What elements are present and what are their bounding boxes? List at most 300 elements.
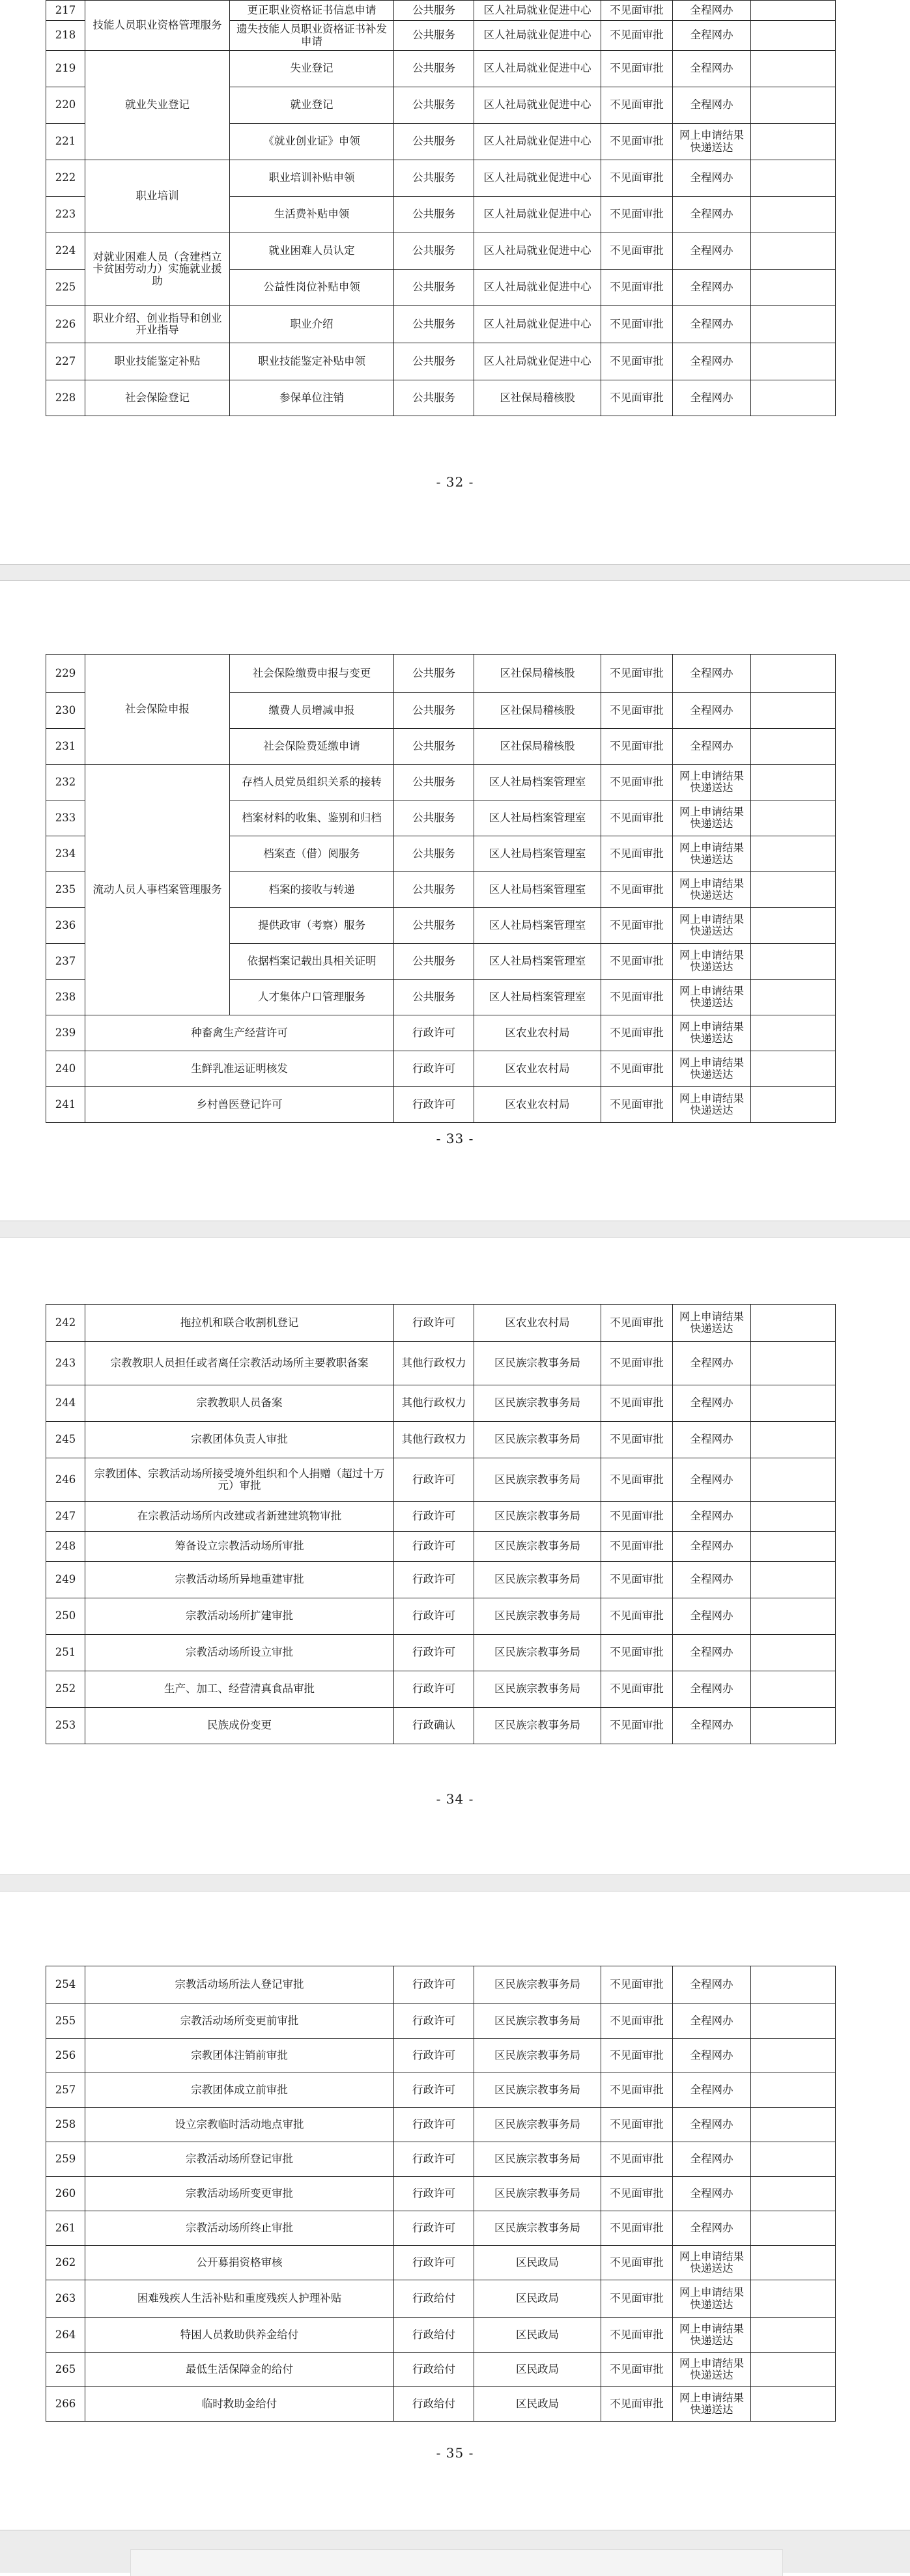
department: 区民政局 (474, 2280, 601, 2318)
row-number: 254 (46, 1966, 85, 2004)
table-row (46, 160, 836, 197)
service-type: 行政许可 (394, 1532, 474, 1562)
approval-mode: 不见面审批 (601, 2142, 673, 2177)
row-number: 242 (46, 1305, 85, 1342)
item-name: 特困人员救助供养金给付 (85, 2318, 394, 2353)
item-name: 生产、加工、经营清真食品审批 (85, 1671, 394, 1708)
table-row (46, 2280, 836, 2318)
table-row (46, 343, 836, 380)
service-type: 公共服务 (394, 944, 474, 980)
process-mode: 全程网办 (673, 306, 751, 343)
approval-mode: 不见面审批 (601, 197, 673, 233)
process-mode: 网上申请结果快递送达 (673, 2353, 751, 2387)
blank-cell (751, 87, 836, 124)
process-mode: 全程网办 (673, 87, 751, 124)
department: 区社保局稽核股 (474, 655, 601, 693)
department: 区民族宗教事务局 (474, 1502, 601, 1532)
row-number: 259 (46, 2142, 85, 2177)
process-mode: 全程网办 (673, 233, 751, 270)
table-row (46, 1532, 836, 1562)
department: 区社保局稽核股 (474, 693, 601, 729)
blank-cell (751, 1532, 836, 1562)
approval-mode: 不见面审批 (601, 980, 673, 1015)
sub-item: 人才集体户口管理服务 (230, 980, 394, 1015)
approval-mode: 不见面审批 (601, 1458, 673, 1502)
department: 区民族宗教事务局 (474, 1671, 601, 1708)
blank-cell (751, 343, 836, 380)
sub-item: 档案材料的收集、鉴别和归档 (230, 800, 394, 836)
approval-mode: 不见面审批 (601, 2004, 673, 2039)
blank-cell (751, 1342, 836, 1385)
service-type: 行政许可 (394, 1458, 474, 1502)
department: 区民族宗教事务局 (474, 1532, 601, 1562)
blank-cell (751, 2142, 836, 2177)
process-mode: 全程网办 (673, 1422, 751, 1458)
table-row (46, 1502, 836, 1532)
process-mode: 全程网办 (673, 2073, 751, 2108)
approval-mode: 不见面审批 (601, 765, 673, 800)
department: 区农业农村局 (474, 1015, 601, 1051)
process-mode: 网上申请结果快递送达 (673, 944, 751, 980)
table-row (46, 1051, 836, 1087)
service-type: 行政许可 (394, 2108, 474, 2142)
service-type: 行政许可 (394, 2142, 474, 2177)
row-number: 261 (46, 2211, 85, 2246)
row-number: 248 (46, 1532, 85, 1562)
item-name: 设立宗教临时活动地点审批 (85, 2108, 394, 2142)
approval-mode: 不见面审批 (601, 872, 673, 908)
table-row (46, 1422, 836, 1458)
row-number: 241 (46, 1087, 85, 1123)
row-number: 231 (46, 729, 85, 765)
approval-mode: 不见面审批 (601, 1532, 673, 1562)
row-number: 263 (46, 2280, 85, 2318)
row-number: 237 (46, 944, 85, 980)
row-number: 238 (46, 980, 85, 1015)
service-type: 行政许可 (394, 1051, 474, 1087)
item-name: 技能人员职业资格管理服务 (85, 1, 230, 51)
table-row (46, 2108, 836, 2142)
approval-mode: 不见面审批 (601, 2211, 673, 2246)
service-type: 公共服务 (394, 380, 474, 416)
service-type: 公共服务 (394, 872, 474, 908)
service-type: 公共服务 (394, 343, 474, 380)
blank-cell (751, 655, 836, 693)
approval-mode: 不见面审批 (601, 2387, 673, 2422)
department: 区人社局档案管理室 (474, 836, 601, 872)
department: 区人社局档案管理室 (474, 872, 601, 908)
process-mode: 全程网办 (673, 197, 751, 233)
process-mode: 全程网办 (673, 2211, 751, 2246)
department: 区民族宗教事务局 (474, 1385, 601, 1422)
process-mode: 全程网办 (673, 51, 751, 87)
service-type: 公共服务 (394, 1, 474, 21)
blank-cell (751, 2039, 836, 2073)
item-name: 筹备设立宗教活动场所审批 (85, 1532, 394, 1562)
service-type: 行政许可 (394, 2211, 474, 2246)
blank-cell (751, 270, 836, 306)
blank-cell (751, 2177, 836, 2211)
department: 区农业农村局 (474, 1305, 601, 1342)
approval-mode: 不见面审批 (601, 87, 673, 124)
table-row (46, 1966, 836, 2004)
process-mode: 全程网办 (673, 1635, 751, 1671)
approval-mode: 不见面审批 (601, 1051, 673, 1087)
blank-cell (751, 160, 836, 197)
process-mode: 网上申请结果快递送达 (673, 2318, 751, 2353)
approval-mode: 不见面审批 (601, 836, 673, 872)
table-row (46, 1342, 836, 1385)
approval-mode: 不见面审批 (601, 21, 673, 51)
blank-cell (751, 2387, 836, 2422)
item-name: 在宗教活动场所内改建或者新建建筑物审批 (85, 1502, 394, 1532)
department: 区人社局就业促进中心 (474, 306, 601, 343)
blank-cell (751, 765, 836, 800)
department: 区人社局就业促进中心 (474, 270, 601, 306)
service-type: 行政给付 (394, 2353, 474, 2387)
department: 区民族宗教事务局 (474, 2177, 601, 2211)
item-name: 职业技能鉴定补贴 (85, 343, 230, 380)
process-mode: 全程网办 (673, 21, 751, 51)
sub-item: 生活费补贴申领 (230, 197, 394, 233)
service-type: 公共服务 (394, 306, 474, 343)
item-name: 社会保险申报 (85, 655, 230, 765)
row-number: 247 (46, 1502, 85, 1532)
service-type: 其他行政权力 (394, 1385, 474, 1422)
row-number: 246 (46, 1458, 85, 1502)
row-number: 222 (46, 160, 85, 197)
approval-mode: 不见面审批 (601, 343, 673, 380)
department: 区民族宗教事务局 (474, 1598, 601, 1635)
blank-cell (751, 1598, 836, 1635)
row-number: 244 (46, 1385, 85, 1422)
approval-mode: 不见面审批 (601, 2318, 673, 2353)
blank-cell (751, 980, 836, 1015)
blank-cell (751, 21, 836, 51)
item-name: 宗教活动场所变更前审批 (85, 2004, 394, 2039)
item-name: 就业失业登记 (85, 51, 230, 160)
process-mode: 全程网办 (673, 1708, 751, 1744)
sub-item: 失业登记 (230, 51, 394, 87)
department: 区民政局 (474, 2246, 601, 2280)
service-type: 行政许可 (394, 1087, 474, 1123)
service-type: 行政许可 (394, 1562, 474, 1598)
row-number: 228 (46, 380, 85, 416)
blank-cell (751, 1305, 836, 1342)
row-number: 265 (46, 2353, 85, 2387)
item-name: 宗教活动场所法人登记审批 (85, 1966, 394, 2004)
service-type: 公共服务 (394, 980, 474, 1015)
page-number: - 33 - (436, 1131, 474, 1146)
sub-item: 提供政审（考察）服务 (230, 908, 394, 944)
table-row (46, 1385, 836, 1422)
approval-mode: 不见面审批 (601, 1385, 673, 1422)
service-table-page-35 (46, 1966, 836, 2422)
service-type: 行政许可 (394, 1671, 474, 1708)
table-row (46, 2004, 836, 2039)
process-mode: 全程网办 (673, 2108, 751, 2142)
department: 区民政局 (474, 2318, 601, 2353)
service-type: 公共服务 (394, 160, 474, 197)
row-number: 250 (46, 1598, 85, 1635)
service-type: 公共服务 (394, 800, 474, 836)
department: 区人社局档案管理室 (474, 908, 601, 944)
department: 区民族宗教事务局 (474, 1422, 601, 1458)
service-table-page-34 (46, 1304, 836, 1744)
approval-mode: 不见面审批 (601, 124, 673, 160)
approval-mode: 不见面审批 (601, 2039, 673, 2073)
service-type: 行政确认 (394, 1708, 474, 1744)
table-row (46, 2177, 836, 2211)
item-name: 宗教团体负责人审批 (85, 1422, 394, 1458)
approval-mode: 不见面审批 (601, 160, 673, 197)
row-number: 218 (46, 21, 85, 51)
table-row (46, 1708, 836, 1744)
department: 区人社局就业促进中心 (474, 124, 601, 160)
blank-cell (751, 2004, 836, 2039)
item-name: 宗教团体成立前审批 (85, 2073, 394, 2108)
approval-mode: 不见面审批 (601, 908, 673, 944)
blank-cell (751, 2108, 836, 2142)
process-mode: 网上申请结果快递送达 (673, 1015, 751, 1051)
row-number: 245 (46, 1422, 85, 1458)
service-type: 公共服务 (394, 693, 474, 729)
department: 区农业农村局 (474, 1087, 601, 1123)
sub-item: 就业登记 (230, 87, 394, 124)
approval-mode: 不见面审批 (601, 1708, 673, 1744)
table-row (46, 1305, 836, 1342)
department: 区人社局就业促进中心 (474, 343, 601, 380)
department: 区人社局档案管理室 (474, 800, 601, 836)
table-row (46, 2318, 836, 2353)
table-row (46, 1598, 836, 1635)
table-row (46, 2211, 836, 2246)
department: 区民族宗教事务局 (474, 1708, 601, 1744)
table-row (46, 51, 836, 87)
sub-item: 档案查（借）阅服务 (230, 836, 394, 872)
item-name: 拖拉机和联合收割机登记 (85, 1305, 394, 1342)
department: 区人社局就业促进中心 (474, 197, 601, 233)
item-name: 民族成份变更 (85, 1708, 394, 1744)
blank-cell (751, 2353, 836, 2387)
department: 区人社局档案管理室 (474, 944, 601, 980)
item-name: 乡村兽医登记许可 (85, 1087, 394, 1123)
process-mode: 全程网办 (673, 1966, 751, 2004)
approval-mode: 不见面审批 (601, 1671, 673, 1708)
blank-cell (751, 1708, 836, 1744)
table-row (46, 2353, 836, 2387)
row-number: 235 (46, 872, 85, 908)
process-mode: 全程网办 (673, 343, 751, 380)
process-mode: 网上申请结果快递送达 (673, 908, 751, 944)
department: 区人社局就业促进中心 (474, 51, 601, 87)
blank-cell (751, 1015, 836, 1051)
service-type: 公共服务 (394, 21, 474, 51)
blank-cell (751, 1562, 836, 1598)
sub-item: 依据档案记载出具相关证明 (230, 944, 394, 980)
row-number: 223 (46, 197, 85, 233)
approval-mode: 不见面审批 (601, 1, 673, 21)
page-gap-border (0, 564, 910, 565)
process-mode: 网上申请结果快递送达 (673, 836, 751, 872)
service-type: 行政许可 (394, 2177, 474, 2211)
blank-cell (751, 197, 836, 233)
service-type: 行政许可 (394, 2039, 474, 2073)
approval-mode: 不见面审批 (601, 270, 673, 306)
approval-mode: 不见面审批 (601, 2108, 673, 2142)
item-name: 宗教活动场所设立审批 (85, 1635, 394, 1671)
approval-mode: 不见面审批 (601, 655, 673, 693)
approval-mode: 不见面审批 (601, 380, 673, 416)
blank-cell (751, 1966, 836, 2004)
row-number: 249 (46, 1562, 85, 1598)
blank-cell (751, 1635, 836, 1671)
process-mode: 网上申请结果快递送达 (673, 2246, 751, 2280)
approval-mode: 不见面审批 (601, 233, 673, 270)
item-name: 临时救助金给付 (85, 2387, 394, 2422)
sub-item: 社会保险费延缴申请 (230, 729, 394, 765)
department: 区人社局档案管理室 (474, 765, 601, 800)
department: 区人社局档案管理室 (474, 980, 601, 1015)
approval-mode: 不见面审批 (601, 1305, 673, 1342)
blank-cell (751, 800, 836, 836)
item-name: 社会保险登记 (85, 380, 230, 416)
table-row (46, 765, 836, 800)
blank-cell (751, 693, 836, 729)
service-type: 行政许可 (394, 2004, 474, 2039)
department: 区社保局稽核股 (474, 380, 601, 416)
blank-cell (751, 2246, 836, 2280)
row-number: 251 (46, 1635, 85, 1671)
blank-cell (751, 2280, 836, 2318)
table-row (46, 2387, 836, 2422)
sub-item: 遗失技能人员职业资格证书补发申请 (230, 21, 394, 51)
row-number: 233 (46, 800, 85, 836)
next-page-edge (130, 2549, 783, 2576)
department: 区民族宗教事务局 (474, 2142, 601, 2177)
approval-mode: 不见面审批 (601, 1342, 673, 1385)
item-name: 对就业困难人员（含建档立卡贫困劳动力）实施就业援助 (85, 233, 230, 306)
blank-cell (751, 124, 836, 160)
row-number: 226 (46, 306, 85, 343)
row-number: 236 (46, 908, 85, 944)
table-row (46, 2039, 836, 2073)
approval-mode: 不见面审批 (601, 2353, 673, 2387)
row-number: 257 (46, 2073, 85, 2108)
row-number: 264 (46, 2318, 85, 2353)
sub-item: 档案的接收与转递 (230, 872, 394, 908)
process-mode: 网上申请结果快递送达 (673, 800, 751, 836)
row-number: 221 (46, 124, 85, 160)
table-row (46, 1015, 836, 1051)
sub-item: 职业培训补贴申领 (230, 160, 394, 197)
service-type: 公共服务 (394, 233, 474, 270)
page-gap (0, 1875, 910, 1891)
blank-cell (751, 872, 836, 908)
sub-item: 就业困难人员认定 (230, 233, 394, 270)
row-number: 260 (46, 2177, 85, 2211)
process-mode: 网上申请结果快递送达 (673, 980, 751, 1015)
process-mode: 全程网办 (673, 2004, 751, 2039)
item-name: 公开募捐资格审核 (85, 2246, 394, 2280)
process-mode: 全程网办 (673, 1562, 751, 1598)
process-mode: 全程网办 (673, 1458, 751, 1502)
service-type: 公共服务 (394, 270, 474, 306)
page-number: - 32 - (436, 474, 474, 490)
item-name: 宗教教职人员备案 (85, 1385, 394, 1422)
approval-mode: 不见面审批 (601, 1422, 673, 1458)
table-row (46, 655, 836, 693)
process-mode: 全程网办 (673, 270, 751, 306)
page-gap (0, 1221, 910, 1238)
blank-cell (751, 1087, 836, 1123)
item-name: 宗教活动场所异地重建审批 (85, 1562, 394, 1598)
item-name: 宗教团体注销前审批 (85, 2039, 394, 2073)
approval-mode: 不见面审批 (601, 1562, 673, 1598)
department: 区民族宗教事务局 (474, 1562, 601, 1598)
process-mode: 全程网办 (673, 160, 751, 197)
service-type: 公共服务 (394, 765, 474, 800)
approval-mode: 不见面审批 (601, 51, 673, 87)
approval-mode: 不见面审批 (601, 2280, 673, 2318)
sub-item: 《就业创业证》申领 (230, 124, 394, 160)
blank-cell (751, 944, 836, 980)
item-name: 宗教活动场所扩建审批 (85, 1598, 394, 1635)
process-mode: 网上申请结果快递送达 (673, 872, 751, 908)
approval-mode: 不见面审批 (601, 800, 673, 836)
department: 区民政局 (474, 2387, 601, 2422)
blank-cell (751, 233, 836, 270)
approval-mode: 不见面审批 (601, 729, 673, 765)
row-number: 227 (46, 343, 85, 380)
process-mode: 全程网办 (673, 1385, 751, 1422)
process-mode: 网上申请结果快递送达 (673, 2280, 751, 2318)
service-type: 行政许可 (394, 2073, 474, 2108)
process-mode: 全程网办 (673, 2177, 751, 2211)
item-name: 职业培训 (85, 160, 230, 233)
row-number: 220 (46, 87, 85, 124)
sub-item: 社会保险缴费申报与变更 (230, 655, 394, 693)
service-type: 公共服务 (394, 836, 474, 872)
row-number: 225 (46, 270, 85, 306)
sub-item: 职业技能鉴定补贴申领 (230, 343, 394, 380)
process-mode: 全程网办 (673, 1671, 751, 1708)
blank-cell (751, 908, 836, 944)
table-row (46, 1562, 836, 1598)
table-row (46, 1458, 836, 1502)
sub-item: 职业介绍 (230, 306, 394, 343)
process-mode: 全程网办 (673, 2142, 751, 2177)
department: 区民族宗教事务局 (474, 2039, 601, 2073)
service-type: 公共服务 (394, 197, 474, 233)
department: 区人社局就业促进中心 (474, 87, 601, 124)
approval-mode: 不见面审批 (601, 1015, 673, 1051)
row-number: 232 (46, 765, 85, 800)
department: 区民族宗教事务局 (474, 2211, 601, 2246)
blank-cell (751, 1, 836, 21)
table-row (46, 233, 836, 270)
item-name: 宗教教职人员担任或者离任宗教活动场所主要教职备案 (85, 1342, 394, 1385)
item-name: 流动人员人事档案管理服务 (85, 765, 230, 1015)
service-type: 行政许可 (394, 1305, 474, 1342)
service-type: 公共服务 (394, 87, 474, 124)
row-number: 229 (46, 655, 85, 693)
approval-mode: 不见面审批 (601, 1598, 673, 1635)
blank-cell (751, 306, 836, 343)
blank-cell (751, 1458, 836, 1502)
sub-item: 存档人员党员组织关系的接转 (230, 765, 394, 800)
process-mode: 全程网办 (673, 693, 751, 729)
